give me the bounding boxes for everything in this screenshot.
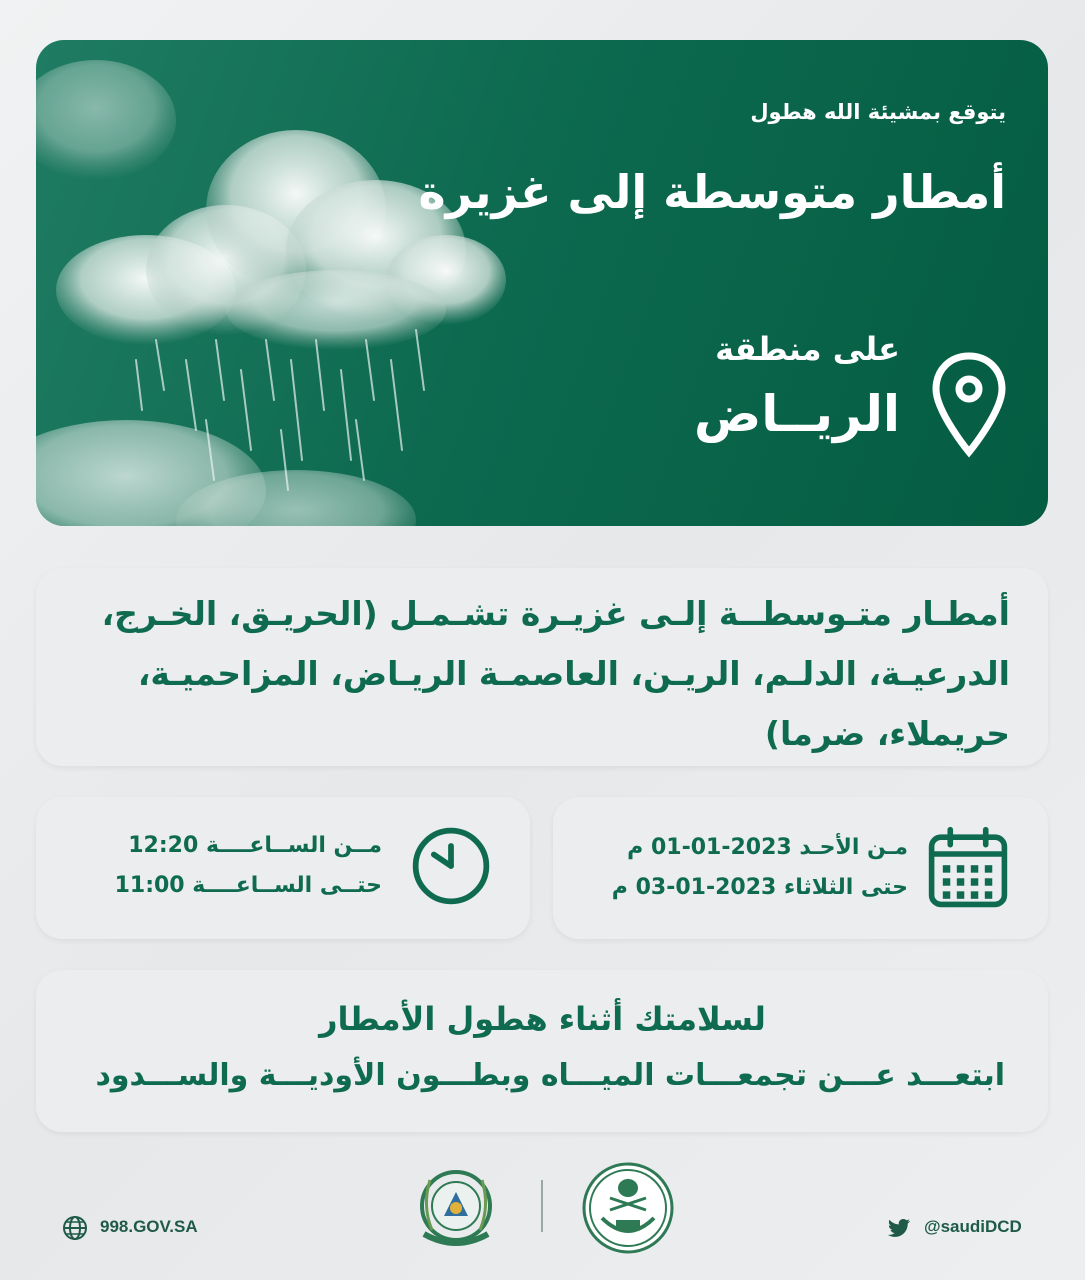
time-from: مــن الســاعــــة 12:20: [128, 833, 382, 858]
hero-title: أمطار متوسطة إلى غزيرة: [418, 165, 1006, 219]
website-link[interactable]: 998.GOV.SA: [100, 1217, 198, 1236]
safety-title: لسلامتك أثناء هطول الأمطار: [319, 1000, 766, 1038]
time-to: حتــى الســاعــــة 11:00: [114, 873, 382, 898]
date-to: حتى الثلاثاء 2023-01-03 م: [611, 875, 908, 900]
calendar-icon: [926, 823, 1010, 913]
hero-subtitle: يتوقع بمشيئة الله هطول: [750, 100, 1006, 124]
date-from: مـن الأحـد 2023-01-01 م: [627, 835, 908, 860]
footer-divider: [541, 1180, 543, 1232]
location-pin-icon: [932, 352, 1006, 458]
safety-card: [36, 970, 1048, 1132]
globe-icon: [62, 1215, 88, 1241]
clock-icon: [408, 823, 494, 909]
region-label: على منطقة: [715, 330, 900, 368]
safety-text: ابتعـــد عـــن تجمعـــات الميـــاه وبطـــون الأوديـــة والســـدود: [95, 1058, 1005, 1093]
hero-banner: [36, 40, 1048, 526]
region-name: الريــاض: [693, 385, 900, 443]
affected-areas-text: أمطـار متـوسطــة إلـى غزيـرة تشـمـل (الحريـق، الخـرج، الدرعيـة، الدلـم، الريـن، العاصمـة الريـاض، المزاحميـة، حريملاء، ضرما): [101, 594, 1010, 753]
ministry-emblem: [580, 1160, 676, 1256]
rain-cloud-illustration: [36, 40, 556, 526]
twitter-handle[interactable]: @saudiDCD: [924, 1217, 1022, 1236]
time-card: [36, 797, 530, 939]
twitter-icon[interactable]: [886, 1216, 912, 1240]
civil-defense-emblem: [408, 1160, 504, 1256]
affected-areas-card: [36, 568, 1048, 766]
date-card: [553, 797, 1048, 939]
